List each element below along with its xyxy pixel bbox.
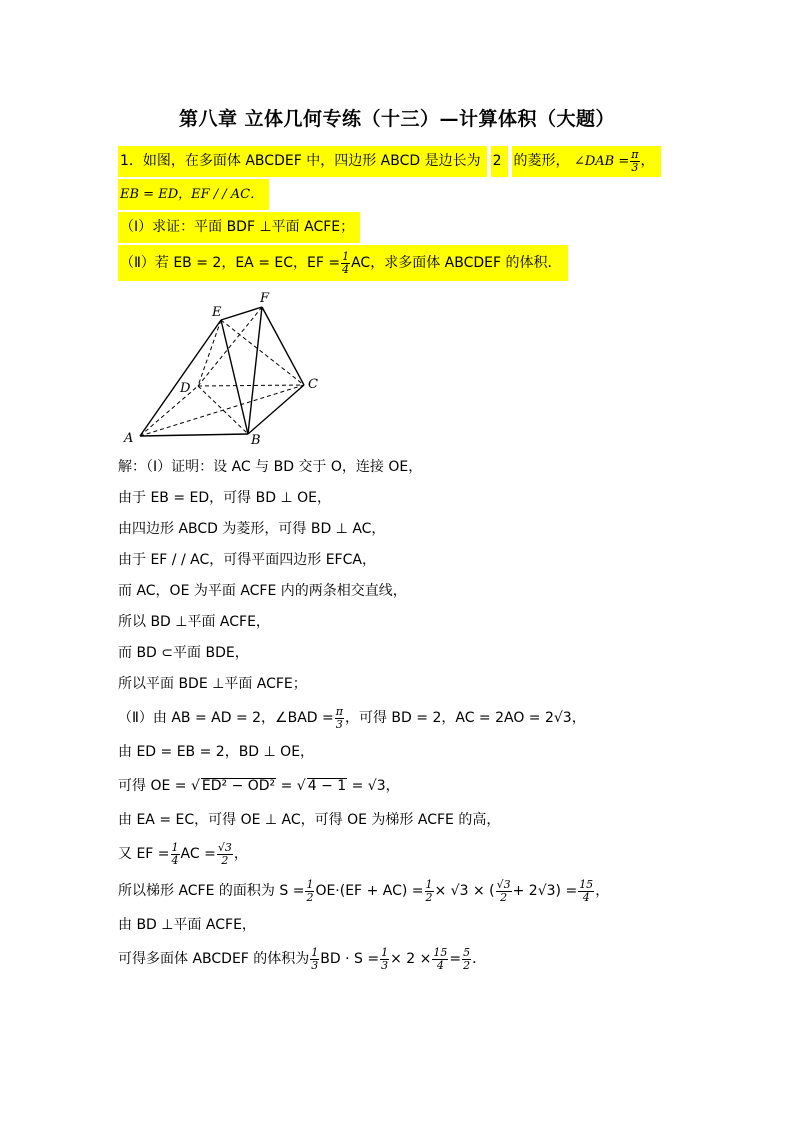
denominator: 2 xyxy=(425,890,433,904)
problem-line-1 xyxy=(118,146,698,177)
denominator: 2 xyxy=(221,853,229,867)
numerator: π xyxy=(335,704,343,718)
solution-line: 由于 EF / / AC，可得平面四边形 EFCA， xyxy=(118,552,376,568)
denominator: 3 xyxy=(381,958,389,972)
radicand: ED² − OD² xyxy=(201,778,276,794)
numerator: 15 xyxy=(579,877,594,891)
fraction xyxy=(171,842,180,867)
solution-text: = xyxy=(280,778,293,794)
solution-text: AC = xyxy=(180,846,216,862)
vertex-label-e: E xyxy=(212,305,222,320)
denominator: 3 xyxy=(311,958,319,972)
side-length-highlight xyxy=(491,146,508,177)
numerator: 1 xyxy=(306,877,314,891)
solution-line: 解：（Ⅰ）证明：设 AC 与 BD 交于 O，连接 OE， xyxy=(118,459,423,475)
fraction xyxy=(630,149,639,174)
numerator: 5 xyxy=(463,945,471,959)
solution-text: × √3 × ( xyxy=(434,883,495,899)
denominator: 4 xyxy=(171,853,179,867)
numerator: 1 xyxy=(425,877,433,891)
vertex-label-a: A xyxy=(124,431,134,446)
problem-text: AC，求多面体 ABCDEF 的体积． xyxy=(351,255,562,271)
diagonal-ac-hidden xyxy=(140,385,304,436)
solution-text: 所以梯形 ACFE 的面积为 S = xyxy=(118,883,305,899)
solution-text: = √3， xyxy=(351,778,400,794)
solution-line: 所以平面 BDE ⊥平面 ACFE； xyxy=(118,676,307,692)
fraction xyxy=(380,947,389,972)
solution-line: 由于 EB = ED，可得 BD ⊥ OE， xyxy=(118,490,331,506)
radicand: 4 − 1 xyxy=(307,778,347,794)
numerator: 1 xyxy=(311,945,319,959)
problem-text: 1．如图，在多面体 ABCDEF 中，四边形 ABCD 是边长为 xyxy=(120,153,481,169)
numerator: π xyxy=(631,147,639,161)
solution-line: 由 BD ⊥平面 ACFE， xyxy=(118,917,256,933)
side-length: 2 xyxy=(492,153,502,169)
denominator: 4 xyxy=(342,262,350,276)
solution-text: ，可得 BD = 2，AC = 2AO = 2√3， xyxy=(344,710,586,726)
edge-fb xyxy=(248,307,262,434)
edge-eb xyxy=(221,320,248,434)
solution-text: 又 EF = xyxy=(118,846,170,862)
solution-text: OE·(EF + AC) = xyxy=(315,883,424,899)
problem-line-3 xyxy=(118,212,698,243)
solution-text: ， xyxy=(595,883,610,899)
solution-line xyxy=(118,836,718,873)
denominator: 3 xyxy=(335,717,343,731)
fraction xyxy=(496,879,512,904)
fraction xyxy=(341,251,350,276)
solution-line xyxy=(118,873,718,910)
solution-text: ． xyxy=(472,951,487,967)
denominator: 4 xyxy=(582,890,590,904)
edge-fd-hidden xyxy=(198,307,262,386)
angle-expression: ∠DAB = xyxy=(573,154,630,169)
fraction xyxy=(217,842,233,867)
solution-text: 可得多面体 ABCDEF 的体积为 xyxy=(118,951,310,967)
numerator: 1 xyxy=(381,945,389,959)
punctuation: ， xyxy=(640,153,655,169)
solution-text: （Ⅱ）由 AB = AD = 2，∠BAD = xyxy=(118,710,334,726)
solution-text: BD · S = xyxy=(320,951,380,967)
solution-line: 由四边形 ABCD 为菱形，可得 BD ⊥ AC， xyxy=(118,521,386,537)
polyhedron-figure xyxy=(118,290,328,448)
fraction xyxy=(425,879,434,904)
numerator: 15 xyxy=(433,945,448,959)
edge-ab xyxy=(140,434,248,436)
denominator: 2 xyxy=(306,890,314,904)
numerator: √3 xyxy=(217,840,232,854)
fraction xyxy=(305,879,314,904)
solution-line: 由 EA = EC，可得 OE ⊥ AC，可得 OE 为梯形 ACFE 的高， xyxy=(118,812,501,828)
denominator: 4 xyxy=(436,958,444,972)
solution-text: = xyxy=(449,951,462,967)
vertex-label-f: F xyxy=(260,291,270,306)
page-title: 第八章 立体几何专练（十三）—计算体积（大题） xyxy=(178,108,616,130)
numerator: √3 xyxy=(496,877,511,891)
solution-line: 由 ED = EB = 2，BD ⊥ OE， xyxy=(118,744,315,760)
solution-text: × 2 × xyxy=(390,951,432,967)
edge-ae xyxy=(140,320,221,436)
problem-line-1-highlight-b xyxy=(512,146,661,177)
edge-fc xyxy=(262,307,304,385)
fraction xyxy=(578,879,594,904)
solution-line: 而 AC，OE 为平面 ACFE 内的两条相交直线， xyxy=(118,583,407,599)
fraction xyxy=(432,947,448,972)
problem-part-2 xyxy=(118,245,568,281)
solution-line: 而 BD ⊂平面 BDE， xyxy=(118,645,249,661)
solution-line: 可得 OE = √ ED² − OD² = √ 4 − 1 = √3， xyxy=(118,778,400,794)
solution-line: 所以 BD ⊥平面 ACFE， xyxy=(118,614,270,630)
denominator: 2 xyxy=(463,958,471,972)
problem-condition: EB = ED，EF / / AC． xyxy=(118,179,269,210)
solution-line xyxy=(118,700,718,737)
denominator: 2 xyxy=(500,890,508,904)
problem-line-4 xyxy=(118,245,698,281)
problem-text: （Ⅱ）若 EB = 2，EA = EC，EF = xyxy=(120,255,341,271)
solution xyxy=(118,452,718,978)
solution-text: + 2√3) = xyxy=(512,883,578,899)
vertex-label-b: B xyxy=(251,433,261,448)
problem-line-1-highlight xyxy=(118,146,487,177)
problem-line-2 xyxy=(118,179,698,210)
problem-statement xyxy=(118,146,698,283)
solution-line xyxy=(118,941,718,978)
fraction xyxy=(335,706,344,731)
fraction xyxy=(462,947,471,972)
edge-dc-hidden xyxy=(198,385,304,386)
numerator: 1 xyxy=(342,249,350,263)
edge-ef xyxy=(221,307,262,320)
numerator: 1 xyxy=(171,840,179,854)
edge-bc xyxy=(248,385,304,434)
vertex-label-d: D xyxy=(180,381,191,396)
solution-text: 可得 OE = xyxy=(118,778,187,794)
vertex-label-c: C xyxy=(308,377,318,392)
problem-text: 的菱形， xyxy=(513,153,570,169)
fraction xyxy=(310,947,319,972)
denominator: 3 xyxy=(631,160,639,174)
edge-ed-hidden xyxy=(198,320,221,386)
problem-part-1: （Ⅰ）求证：平面 BDF ⊥平面 ACFE； xyxy=(118,212,360,243)
solution-text: ， xyxy=(233,846,248,862)
